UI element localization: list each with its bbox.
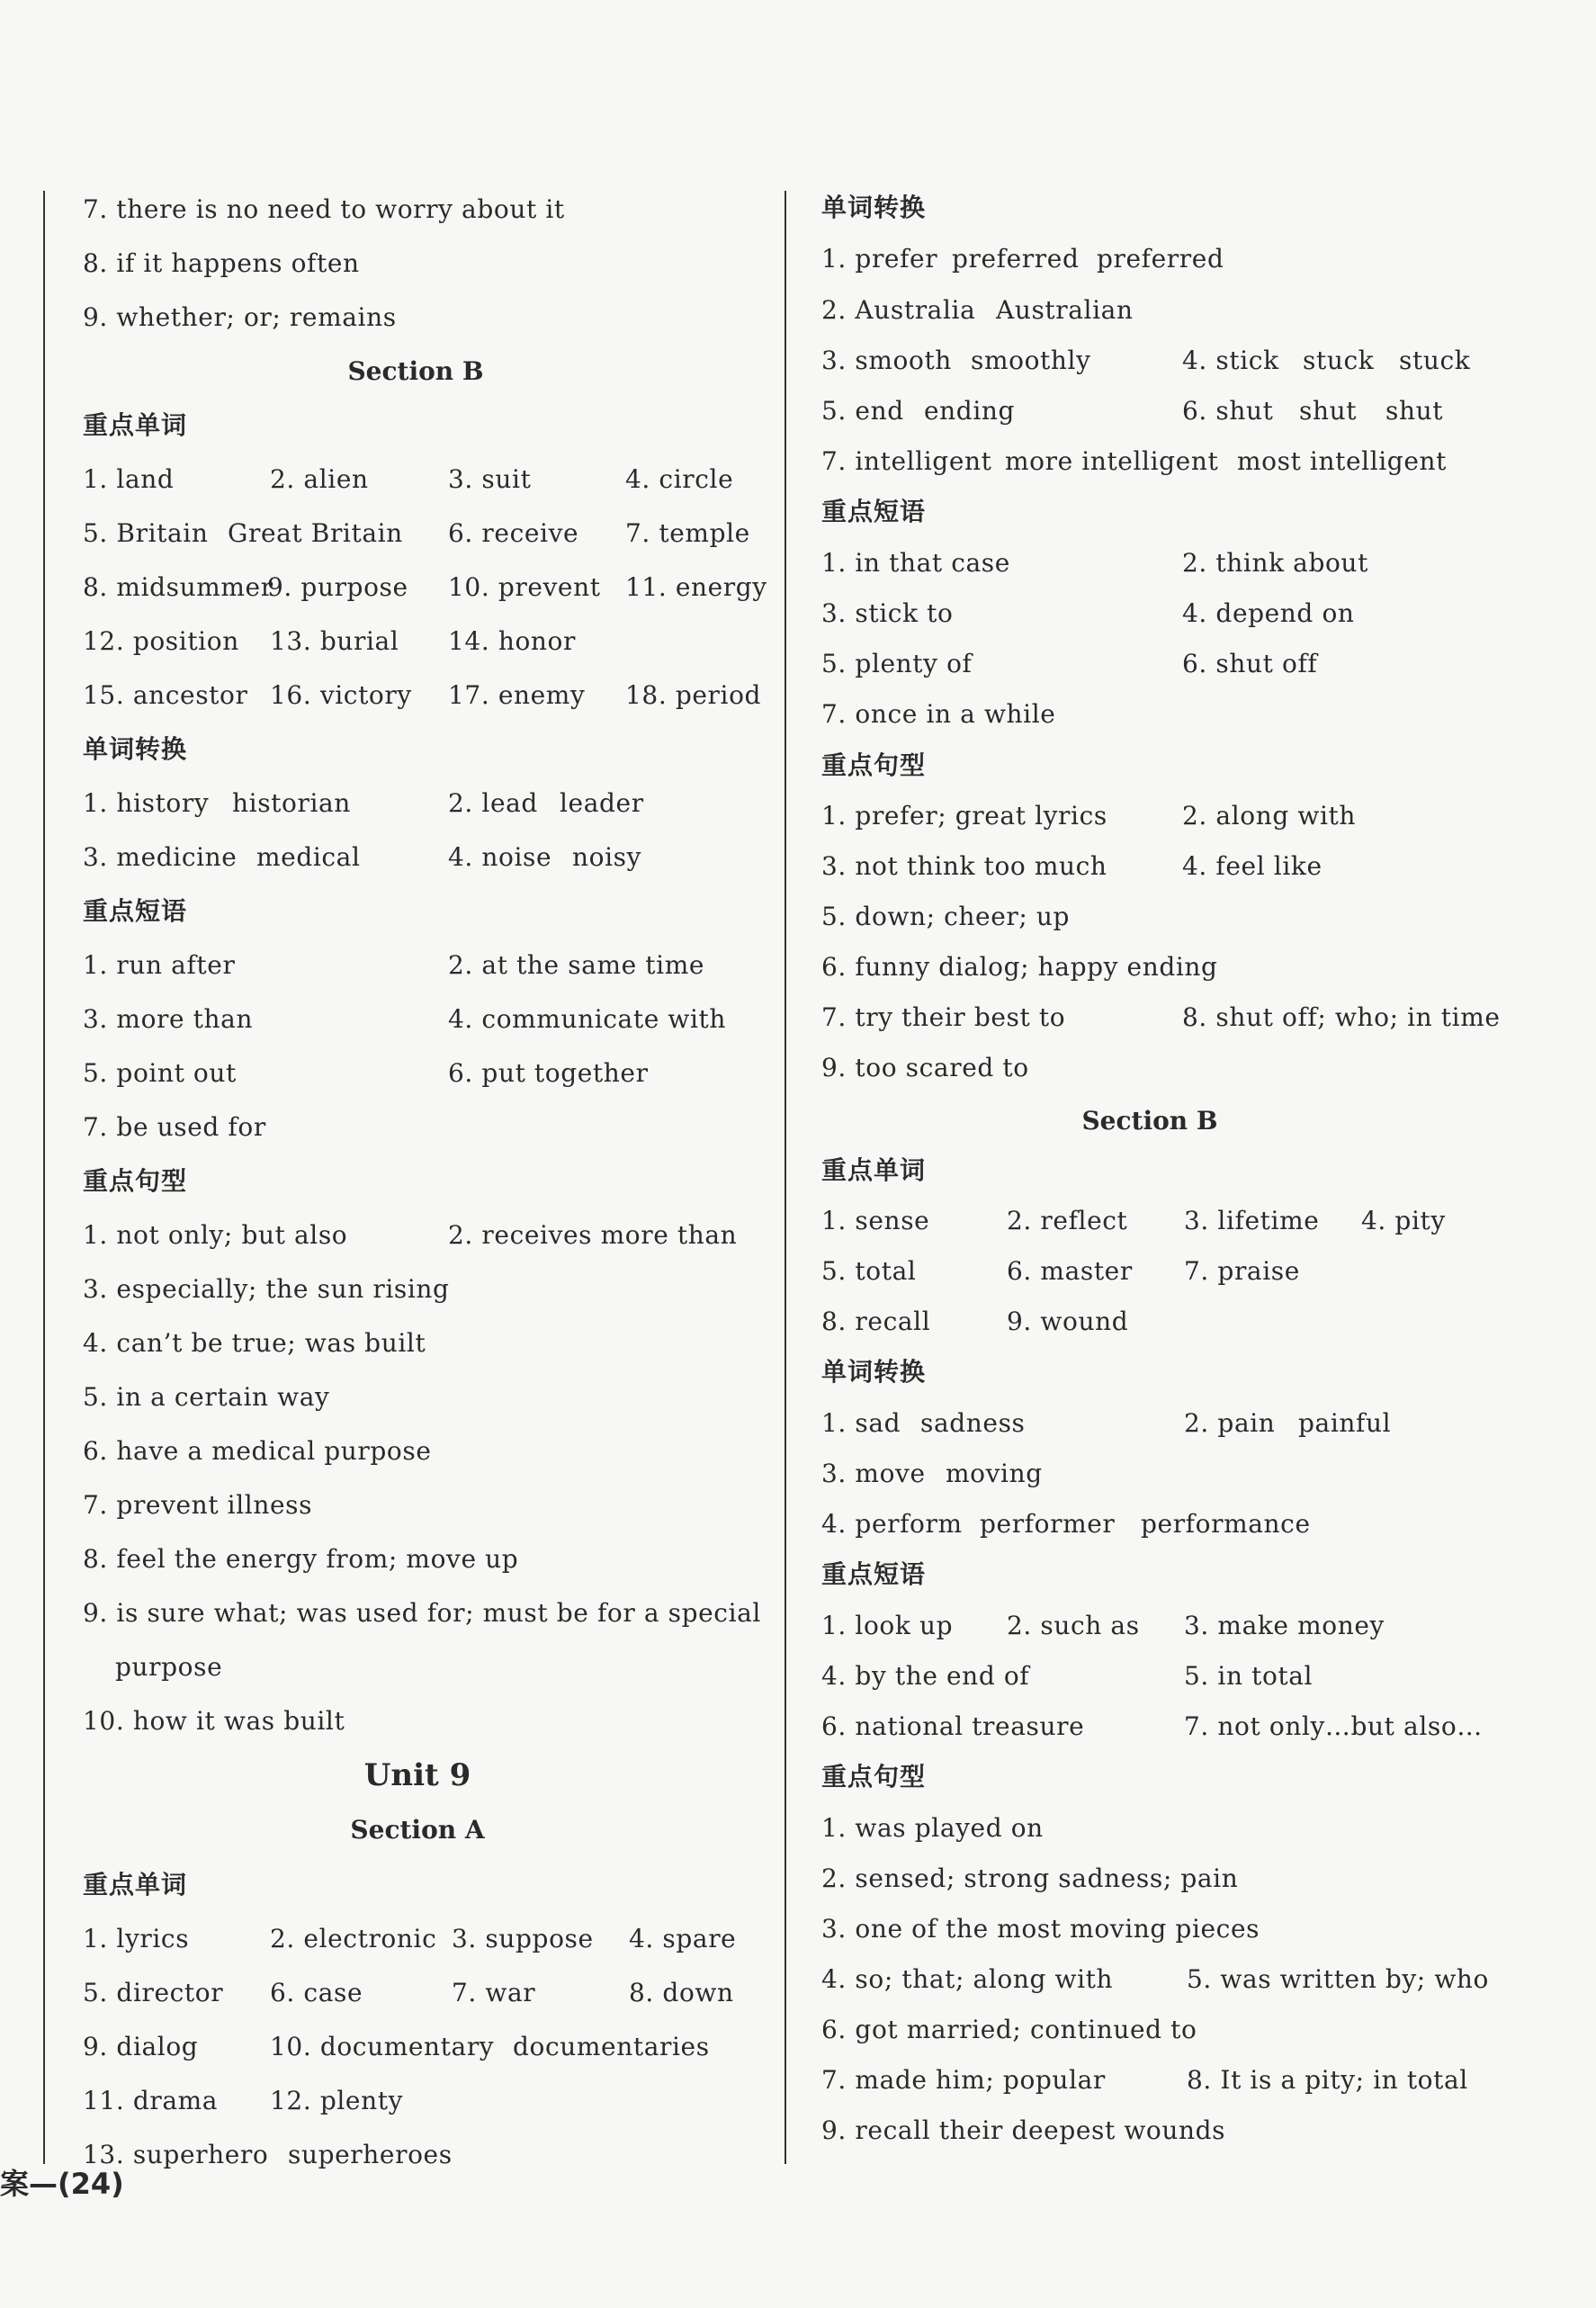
page-number: 案—(24) xyxy=(0,2167,124,2201)
center-column-rule xyxy=(785,191,786,2164)
unit-title: Unit 9 xyxy=(363,1757,471,1793)
left-column-rule xyxy=(43,191,45,2164)
section-b-title: Section B xyxy=(347,356,484,386)
section-a-title: Section A xyxy=(350,1815,485,1845)
section-b-title: Section B xyxy=(1081,1106,1218,1136)
